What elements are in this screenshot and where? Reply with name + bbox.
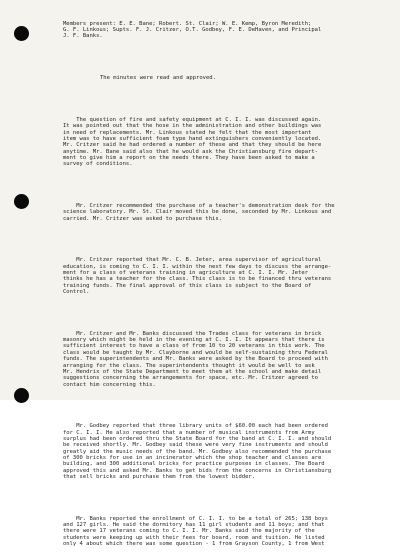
minutes-approved: The minutes were read and approved. (100, 75, 216, 82)
members-present: Members present: E. E. Bane; Robert. St. Clair; W. E. Kemp, Byron Meredith; G. F. Linkous; Supts. F. J. Critzer, O.T. Godbey, F. E. DeHaven, and Principal J. F. Banks. (63, 20, 322, 40)
paragraph-agriculture-class: Mr. Critzer reported that Mr. C. B. Jeter, area supervisor of agricultural education, is coming to C. I. I. within the next few days to discuss the arrange- ment for a class of veterans training in agriculture at C. I. I. Mr. Jeter thinks he has a teacher for the class. This class is to be financed thru veterans training funds. The final approval of this class is subject to the Board of Control. (63, 257, 332, 296)
paragraph-library-instruments: Mr. Godbey reported that three library units of $60.00 each had been ordered for C. I. I. He also reported that a number of musical instruments from Army surplus had been ordered thru the State Board for the band at C. I. I. and should be received shortly. Mr. Godbey said these were very fine instruments and should greatly aid the music needs of the band. Mr. Godbey also recommended the purchase of 300 bricks for use in an incinerator which the shop teacher and classes are building, and 300 additional bricks for practice purposes in classes. The Board approved this and asked Mr. Banks to get bids from the concerns in Christiansburg that sell bricks and purchase them from the lowest bidder. (63, 423, 332, 480)
paragraph-fire-safety: The question of fire and safety equipment at C. I. I. was discussed again. It was pointed out that the hose in the administration and other buildings was in need of replacements. Mr. Linkous stated he felt that the most important item was to have sufficient foam type hand extinguishers conveniently located. Mr. Critzer said he had ordered a number of these and that they should be here anytime. Mr. Bane said also that he would ask the Christiansburg fire depart- ment to give him a report on the needs there. They have been asked to make a survey of conditions. (63, 116, 322, 168)
typed-minutes (63, 8, 385, 560)
paragraph-science-desk: Mr. Critzer recommended the purchase of a teacher's demonstration desk for the science laboratory. Mr. St. Clair moved this be done, seconded by Mr. Linkous and carried. Mr. Critzer was asked to purchase this. (63, 202, 335, 222)
binder-hole-icon (14, 194, 29, 209)
paragraph-trades-class: Mr. Critzer and Mr. Banks discussed the Trades class for veterans in brick masonry which might be held in the evening at C. I. I. It appears that there is sufficient interest to have a class of from 10 to 20 veterans in this work. The class would be taught by Mr. Clayborne and would be self-sustaining thru Federal funds. The superintendents and Mr. Banks were asked by the Board to proceed with arranging for the class. The superintendents thought it would be well to ask Mr. Hendrix of the State Department to meet them at the school and make detail suggestions concerning the arrangements for space, etc. Mr. Critzer agreed to contact him concerning this. (63, 330, 328, 388)
binder-hole-icon (14, 388, 29, 403)
binder-hole-icon (14, 26, 29, 41)
paragraph-enrollment: Mr. Banks reported the enrollment of C. I. I. to be a total of 265; 138 boys and 127 girls. He said the dormitory has 11 girl students and 11 boys; and that there were 17 veterans coming to C. I. I. Mr. Banks said the majority of the students were keeping up with their fees for board, room and tuition. He listed only 4 about which there was some question - 1 from Grayson County, 1 from West (63, 515, 328, 548)
